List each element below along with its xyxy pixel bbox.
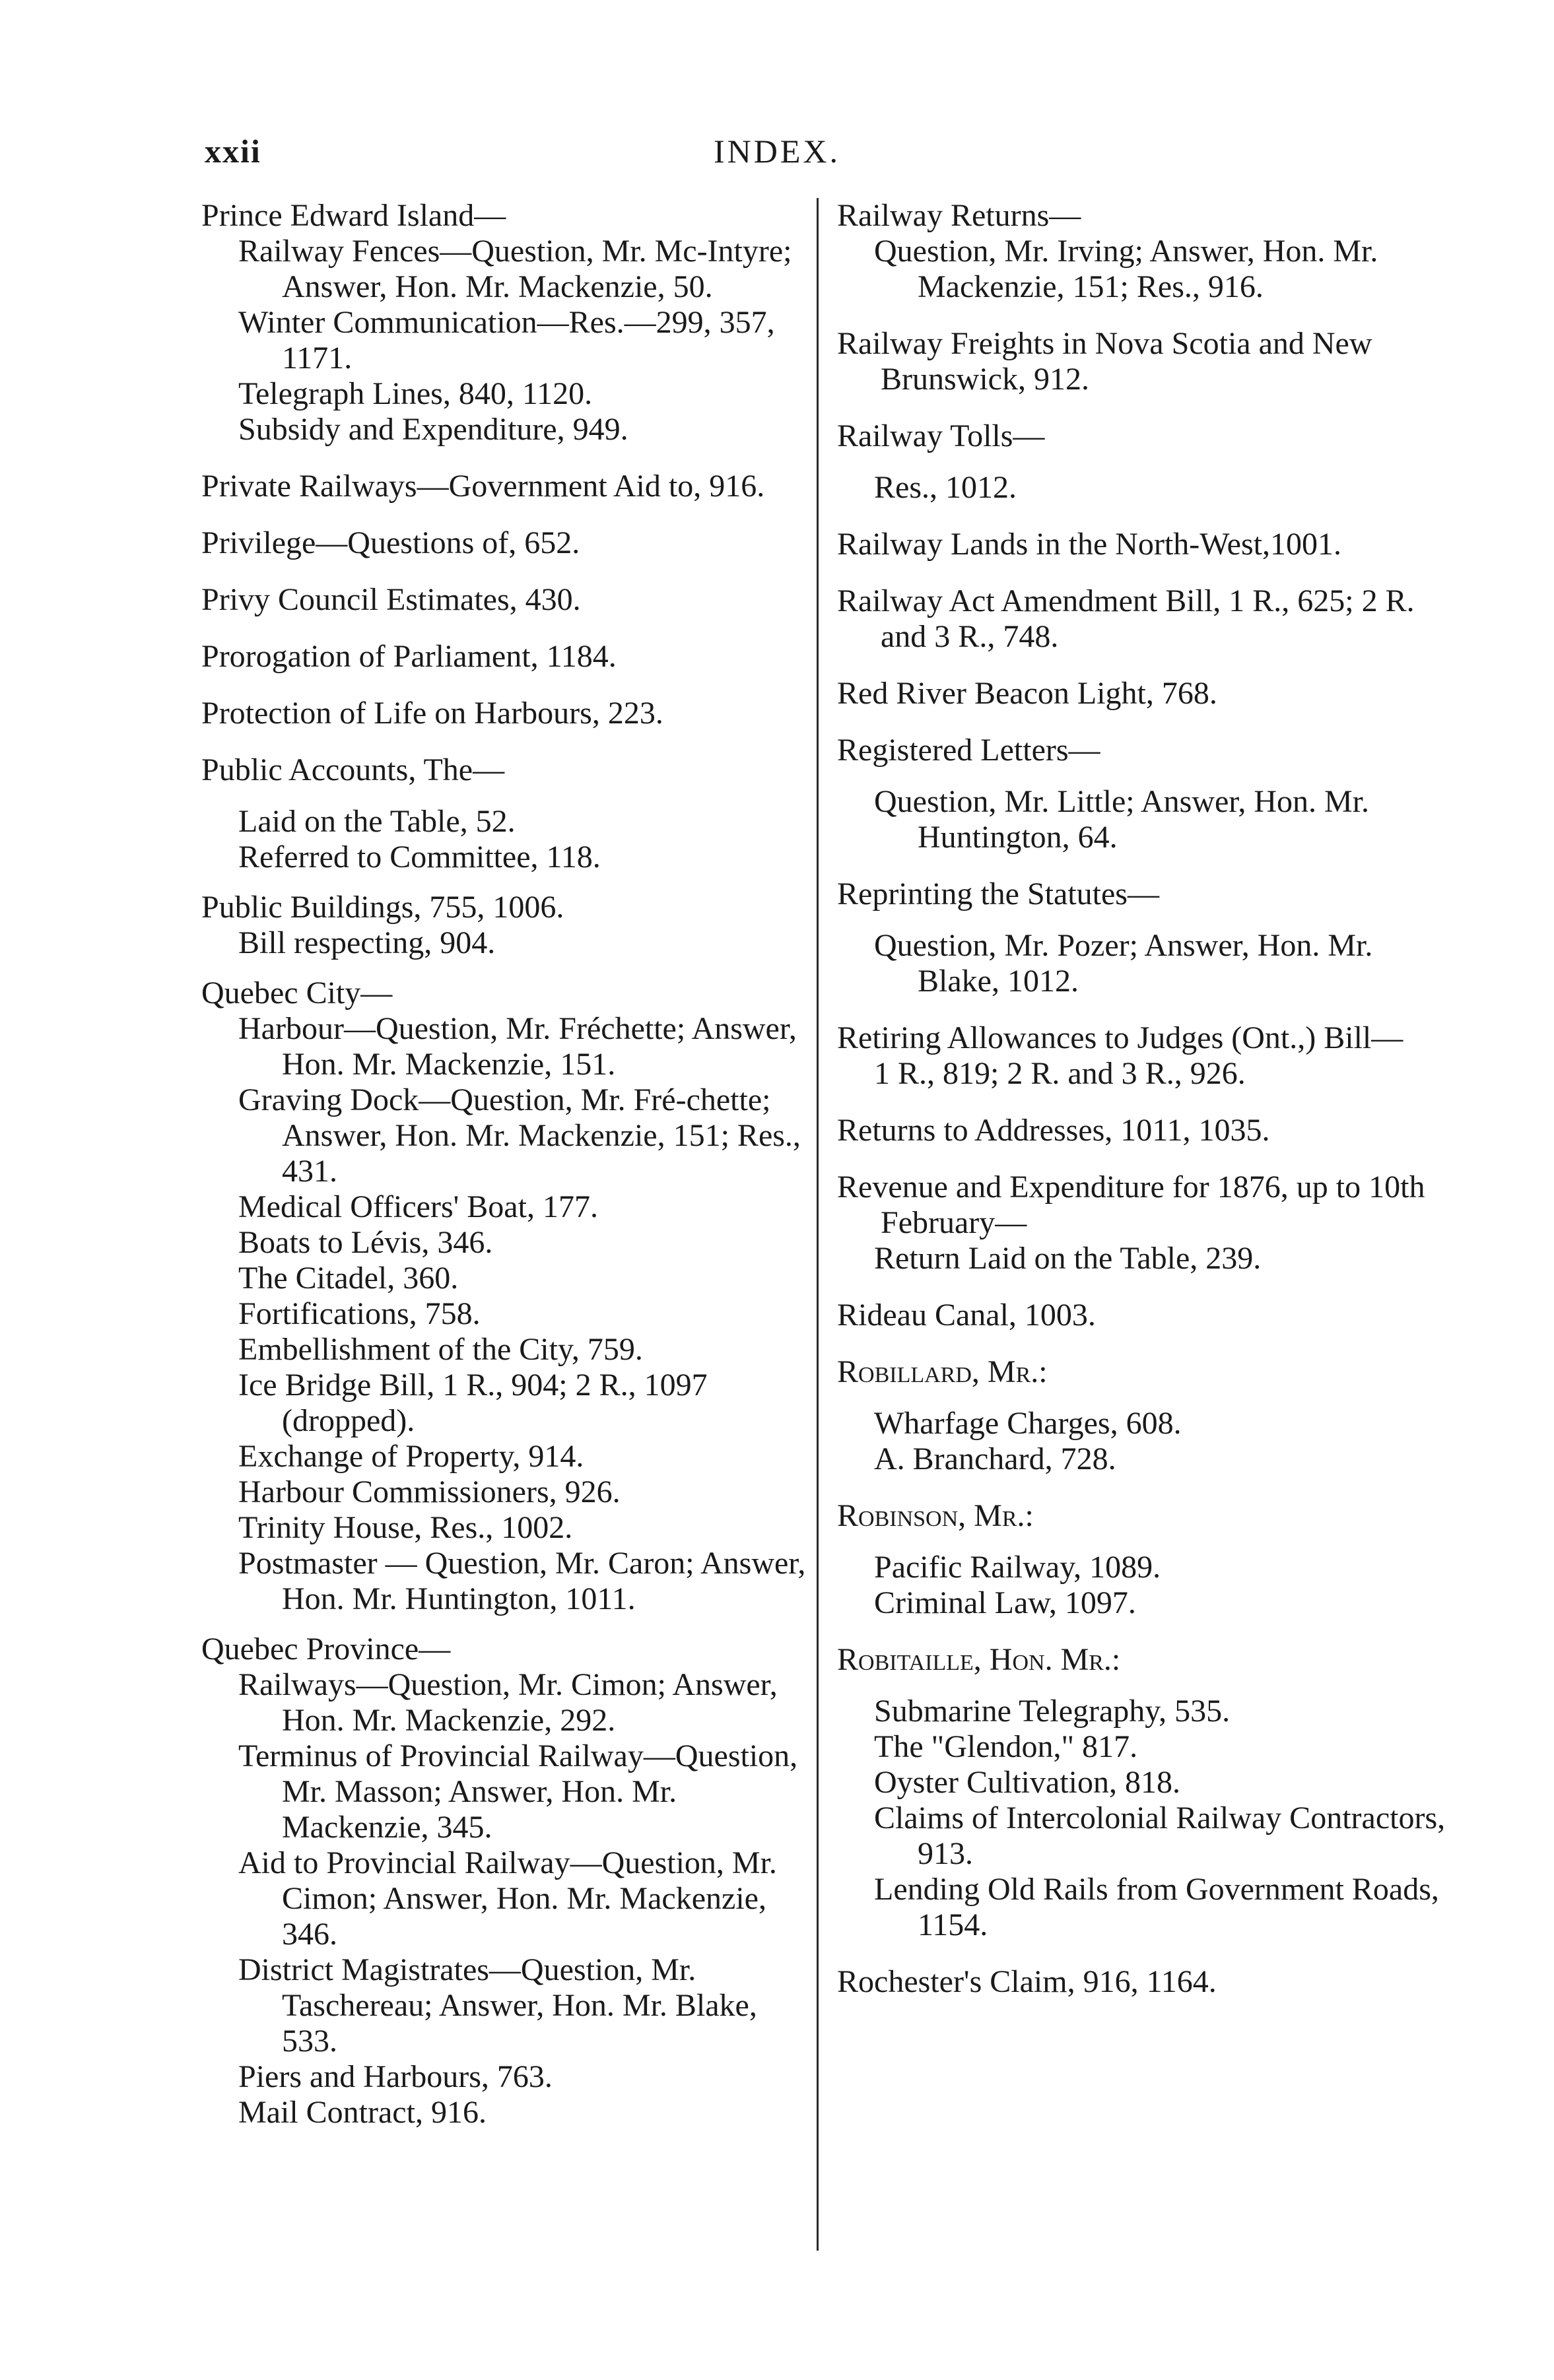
- sub-entry: Piers and Harbours, 763.: [238, 2059, 553, 2094]
- sub-entry: Claims of Intercolonial Railway Contractors, 913.: [874, 1801, 1446, 1871]
- index-entry-railway-lands: Railway Lands in the North-West,1001.: [837, 527, 1341, 562]
- entry-heading: Quebec Province—: [201, 1632, 451, 1667]
- entry-heading: Public Accounts, The—: [201, 752, 505, 787]
- sub-entry: A. Branchard, 728.: [874, 1441, 1116, 1476]
- sub-entry: Harbour Commissioners, 926.: [238, 1474, 621, 1509]
- entry-heading: Public Buildings, 755, 1006.: [201, 890, 564, 925]
- sub-entry: Question, Mr. Irving; Answer, Hon. Mr. Mackenzie, 151; Res., 916.: [874, 234, 1378, 304]
- sub-entry: Subsidy and Expenditure, 949.: [238, 412, 628, 447]
- index-entry-rideau-canal: Rideau Canal, 1003.: [837, 1298, 1096, 1333]
- index-entry-railway-tolls: [837, 418, 1451, 506]
- index-entry-robitaille: [837, 1642, 1451, 1943]
- sub-entry: Referred to Committee, 118.: [238, 840, 601, 875]
- sub-entry: Embellishment of the City, 759.: [238, 1332, 643, 1367]
- left-column: [201, 198, 809, 2152]
- entry-heading: Robinson, Mr.:: [837, 1498, 1034, 1533]
- index-entry-returns-to-addresses: Returns to Addresses, 1011, 1035.: [837, 1113, 1270, 1148]
- index-entry-privy-council: Privy Council Estimates, 430.: [201, 582, 581, 617]
- sub-entry: Pacific Railway, 1089.: [874, 1550, 1161, 1585]
- index-entry-public-accounts: [201, 752, 809, 875]
- sub-entry: Trinity House, Res., 1002.: [238, 1510, 573, 1545]
- sub-entry: Aid to Provincial Railway—Question, Mr. Cimon; Answer, Hon. Mr. Mackenzie, 346.: [238, 1845, 777, 1952]
- index-entry-registered-letters: [837, 733, 1451, 855]
- index-entry-protection: Protection of Life on Harbours, 223.: [201, 696, 663, 731]
- sub-entry: Oyster Cultivation, 818.: [874, 1765, 1180, 1800]
- sub-entry: Railways—Question, Mr. Cimon; Answer, Hon. Mr. Mackenzie, 292.: [238, 1667, 778, 1738]
- sub-entry: Telegraph Lines, 840, 1120.: [238, 376, 593, 411]
- sub-entry: Res., 1012.: [874, 470, 1017, 505]
- entry-heading: Prince Edward Island—: [201, 198, 506, 233]
- sub-entry: Fortifications, 758.: [238, 1296, 481, 1331]
- entry-heading: Robillard, Mr.:: [837, 1354, 1048, 1389]
- entry-heading: Railway Tolls—: [837, 418, 1045, 453]
- index-entry-rochesters-claim: Rochester's Claim, 916, 1164.: [837, 1964, 1217, 1999]
- entry-heading: Reprinting the Statutes—: [837, 876, 1159, 911]
- index-entry-quebec-province: [201, 1632, 809, 2131]
- page-number: xxii: [205, 133, 261, 170]
- sub-entry: Submarine Telegraphy, 535.: [874, 1694, 1231, 1729]
- sub-entry: Bill respecting, 904.: [238, 925, 496, 960]
- sub-entry: Ice Bridge Bill, 1 R., 904; 2 R., 1097 (dropped).: [238, 1368, 708, 1438]
- sub-entry: Exchange of Property, 914.: [238, 1439, 584, 1474]
- entry-heading: Robitaille, Hon. Mr.:: [837, 1642, 1121, 1677]
- index-entry-revenue-expenditure: [837, 1170, 1451, 1276]
- sub-entry: Winter Communication—Res.—299, 357, 1171.: [238, 305, 775, 376]
- entry-heading: Registered Letters—: [837, 733, 1100, 768]
- entry-heading: Railway Returns—: [837, 198, 1081, 233]
- sub-entry: The Citadel, 360.: [238, 1261, 459, 1296]
- sub-entry: Question, Mr. Pozer; Answer, Hon. Mr. Blake, 1012.: [874, 928, 1373, 999]
- entry-heading: Quebec City—: [201, 975, 393, 1010]
- sub-entry: Medical Officers' Boat, 177.: [238, 1189, 598, 1224]
- sub-entry: Railway Fences—Question, Mr. Mc-Intyre; Answer, Hon. Mr. Mackenzie, 50.: [238, 234, 792, 304]
- sub-entry: Criminal Law, 1097.: [874, 1585, 1136, 1620]
- index-entry-railway-act: Railway Act Amendment Bill, 1 R., 625; 2 R. and 3 R., 748.: [837, 583, 1415, 654]
- index-entry-prince-edward-island: [201, 198, 809, 447]
- right-column: [837, 198, 1451, 2021]
- sub-entry: Harbour—Question, Mr. Fréchette; Answer, Hon. Mr. Mackenzie, 151.: [238, 1011, 797, 1082]
- sub-entry: The "Glendon," 817.: [874, 1729, 1138, 1764]
- index-entry-privilege: Privilege—Questions of, 652.: [201, 525, 580, 560]
- sub-entry: Mail Contract, 916.: [238, 2095, 487, 2130]
- sub-entry: Graving Dock—Question, Mr. Fré-chette; Answer, Hon. Mr. Mackenzie, 151; Res., 431.: [238, 1082, 801, 1189]
- sub-entry: Postmaster — Question, Mr. Caron; Answer, Hon. Mr. Huntington, 1011.: [238, 1546, 806, 1616]
- sub-entry: 1 R., 819; 2 R. and 3 R., 926.: [874, 1056, 1246, 1091]
- sub-entry: Question, Mr. Little; Answer, Hon. Mr. Huntington, 64.: [874, 784, 1370, 855]
- entry-heading: Revenue and Expenditure for 1876, up to 10th February—: [837, 1170, 1425, 1240]
- index-entry-quebec-city: [201, 975, 809, 1617]
- index-entry-public-buildings: [201, 890, 809, 961]
- index-entry-railway-freights: Railway Freights in Nova Scotia and New Brunswick, 912.: [837, 326, 1372, 397]
- index-entry-prorogation: Prorogation of Parliament, 1184.: [201, 639, 617, 674]
- column-divider: [817, 198, 819, 2251]
- index-entry-railway-returns: [837, 198, 1451, 305]
- sub-entry: Laid on the Table, 52.: [238, 804, 516, 839]
- sub-entry: District Magistrates—Question, Mr. Taschereau; Answer, Hon. Mr. Blake, 533.: [238, 1952, 757, 2059]
- sub-entry: Wharfage Charges, 608.: [874, 1406, 1182, 1441]
- entry-heading: Retiring Allowances to Judges (Ont.,) Bill—: [837, 1020, 1403, 1055]
- index-entry-private-railways: Private Railways—Government Aid to, 916.: [201, 469, 765, 504]
- index-entry-red-river: Red River Beacon Light, 768.: [837, 676, 1217, 711]
- index-entry-retiring-allowances: [837, 1020, 1451, 1092]
- index-entry-reprinting-statutes: [837, 876, 1451, 999]
- page-title: INDEX.: [713, 133, 841, 170]
- sub-entry: Return Laid on the Table, 239.: [874, 1241, 1262, 1276]
- sub-entry: Boats to Lévis, 346.: [238, 1225, 493, 1260]
- sub-entry: Terminus of Provincial Railway—Question, Mr. Masson; Answer, Hon. Mr. Mackenzie, 345.: [238, 1738, 798, 1845]
- sub-entry: Lending Old Rails from Government Roads, 1154.: [874, 1872, 1439, 1942]
- index-entry-robinson: [837, 1498, 1451, 1621]
- index-entry-robillard: [837, 1354, 1451, 1477]
